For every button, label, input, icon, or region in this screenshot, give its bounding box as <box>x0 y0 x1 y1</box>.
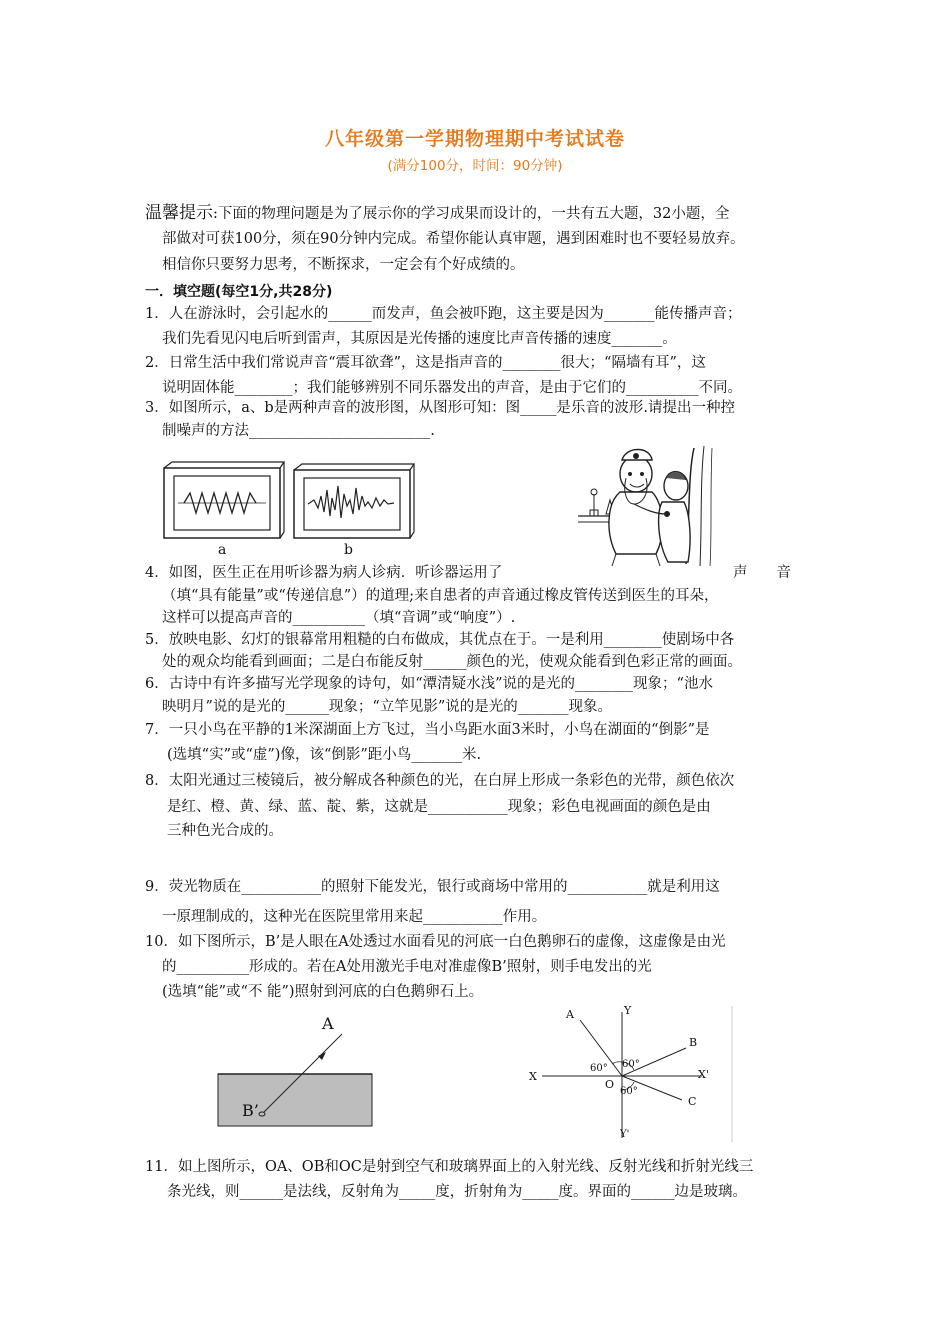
fig11-angle-incidence: 60° <box>590 1063 608 1074</box>
q5-line-2: 处的观众均能看到画面；二是白布能反射______颜色的光，使观众能看到色彩正常的画面。 <box>162 654 742 670</box>
q8-line-2: 是红、橙、黄、绿、蓝、靛、紫，这就是___________现象；彩色电视画面的颜色是由 <box>167 799 711 815</box>
waveform-a-box <box>164 462 284 538</box>
water-refraction-figure <box>210 1012 380 1132</box>
fig11-label-y: Y <box>624 1004 632 1017</box>
fig3-label-a: a <box>218 542 227 558</box>
q3-line-1: 3．如图所示，a、b是两种声音的波形图，从图形可知：图_____是乐音的波形.请提出一种控 <box>145 400 736 416</box>
waveform-b-box <box>294 464 414 538</box>
q9-line-2: 一原理制成的，这种光在医院里常用来起___________作用。 <box>162 909 547 925</box>
fig11-angle-reflection: 60° <box>622 1059 640 1070</box>
page-subtitle: (满分100分，时间：90分钟) <box>387 158 563 174</box>
q2-line-2: 说明固体能________；我们能够辨别不同乐器发出的声音，是由于它们的__________不同。 <box>162 380 742 396</box>
q6-line-2: 映明月”说的是光的______现象；“立竿见影”说的是光的_______现象。 <box>162 699 612 715</box>
tip-line-1 <box>145 202 729 225</box>
fig3-label-b: b <box>344 542 353 558</box>
q8-line-3: 三种色光合成的。 <box>167 823 283 839</box>
q7-line-2: (选填“实”或“虚”)像，该“倒影”距小鸟_______米. <box>167 747 482 763</box>
waveform-figure <box>160 460 420 542</box>
q5-line-1: 5．放映电影、幻灯的银幕常用粗糙的白布做成，其优点在于。一是利用________使剧场中各 <box>145 632 735 648</box>
q9-line-1: 9．荧光物质在___________的照射下能发光，银行或商场中常用的___________就是利用这 <box>145 879 720 895</box>
fig11-label-b: B <box>689 1036 698 1049</box>
q6-line-1: 6．古诗中有许多描写光学现象的诗句，如“潭清疑水浅”说的是光的________现象；“池水 <box>145 676 713 692</box>
q10-line-3: (选填“能”或“不 能”)照射到河底的白色鹅卵石上。 <box>162 984 484 1000</box>
fig11-label-c: C <box>688 1095 697 1108</box>
section-heading: 一．填空题(每空1分,共28分) <box>145 284 333 300</box>
tip-text-1: :下面的物理问题是为了展示你的学习成果而设计的，一共有五大题，32小题，全 <box>213 206 730 222</box>
q4-line-3: 这样可以提高声音的__________（填“音调”或“响度”）. <box>162 610 516 626</box>
fig10-label-b: B’ <box>242 1101 259 1120</box>
q1-line-2: 我们先看见闪电后听到雷声，其原因是光传播的速度比声音传播的速度_______。 <box>162 331 677 347</box>
tip-line-2: 部做对可获100分，须在90分钟内完成。希望你能认真审题，遇到困难时也不要轻易放弃。 <box>162 231 745 247</box>
page-title: 八年级第一学期物理期中考试试卷 <box>324 128 625 150</box>
q1-line-1: 1．人在游泳时，会引起水的______而发声，鱼会被吓跑，这主要是因为_______能传播声音； <box>145 306 742 322</box>
fig11-label-o: O <box>605 1078 615 1091</box>
q3-line-2: 制噪声的方法_________________________. <box>162 423 435 439</box>
tip-line-3: 相信你只要努力思考，不断探求，一定会有个好成绩的。 <box>162 257 525 273</box>
fig11-angle-refraction: 60° <box>620 1086 638 1097</box>
fig11-label-x-prime: X' <box>698 1068 709 1081</box>
q2-line-1: 2．日常生活中我们常说声音“震耳欲聋”，这是指声音的________很大；“隔墙有耳”，这 <box>145 355 706 371</box>
fig11-label-x: X <box>529 1070 537 1083</box>
q10-line-2: 的__________形成的。若在A处用激光手电对准虚像B’照射，则手电发出的光 <box>162 959 652 975</box>
q11-line-1: 11．如上图所示，OA、OB和OC是射到空气和玻璃界面上的入射光线、反射光线和折射光线三 <box>145 1159 754 1175</box>
fig10-label-a: A <box>322 1014 334 1033</box>
q8-line-1: 8．太阳光通过三棱镜后，被分解成各种颜色的光，在白屏上形成一条彩色的光带，颜色依次 <box>145 773 735 789</box>
doctor-stethoscope-illustration <box>576 444 726 568</box>
q4-line-1b: 声 音 <box>733 565 791 581</box>
tip-label: 温馨提示 <box>145 203 213 223</box>
q4-line-1: 4．如图，医生正在用听诊器为病人诊病．听诊器运用了 <box>145 565 503 581</box>
fig11-label-y-prime: Y' <box>620 1129 630 1140</box>
q10-line-1: 10．如下图所示，B’是人眼在A处透过水面看见的河底一白色鹅卵石的虚像，这虚像是由光 <box>145 934 726 950</box>
q7-line-1: 7．一只小鸟在平静的1米深湖面上方飞过，当小鸟距水面3米时，小鸟在湖面的“倒影”是 <box>145 722 710 738</box>
fig11-label-a: A <box>566 1008 574 1021</box>
q4-line-2: （填“具有能量”或“传递信息”）的道理;来自患者的声音通过橡皮管传送到医生的耳朵， <box>162 588 719 604</box>
q11-line-2: 条光线，则______是法线，反射角为_____度，折射角为_____度。界面的______边是玻璃。 <box>167 1184 747 1200</box>
